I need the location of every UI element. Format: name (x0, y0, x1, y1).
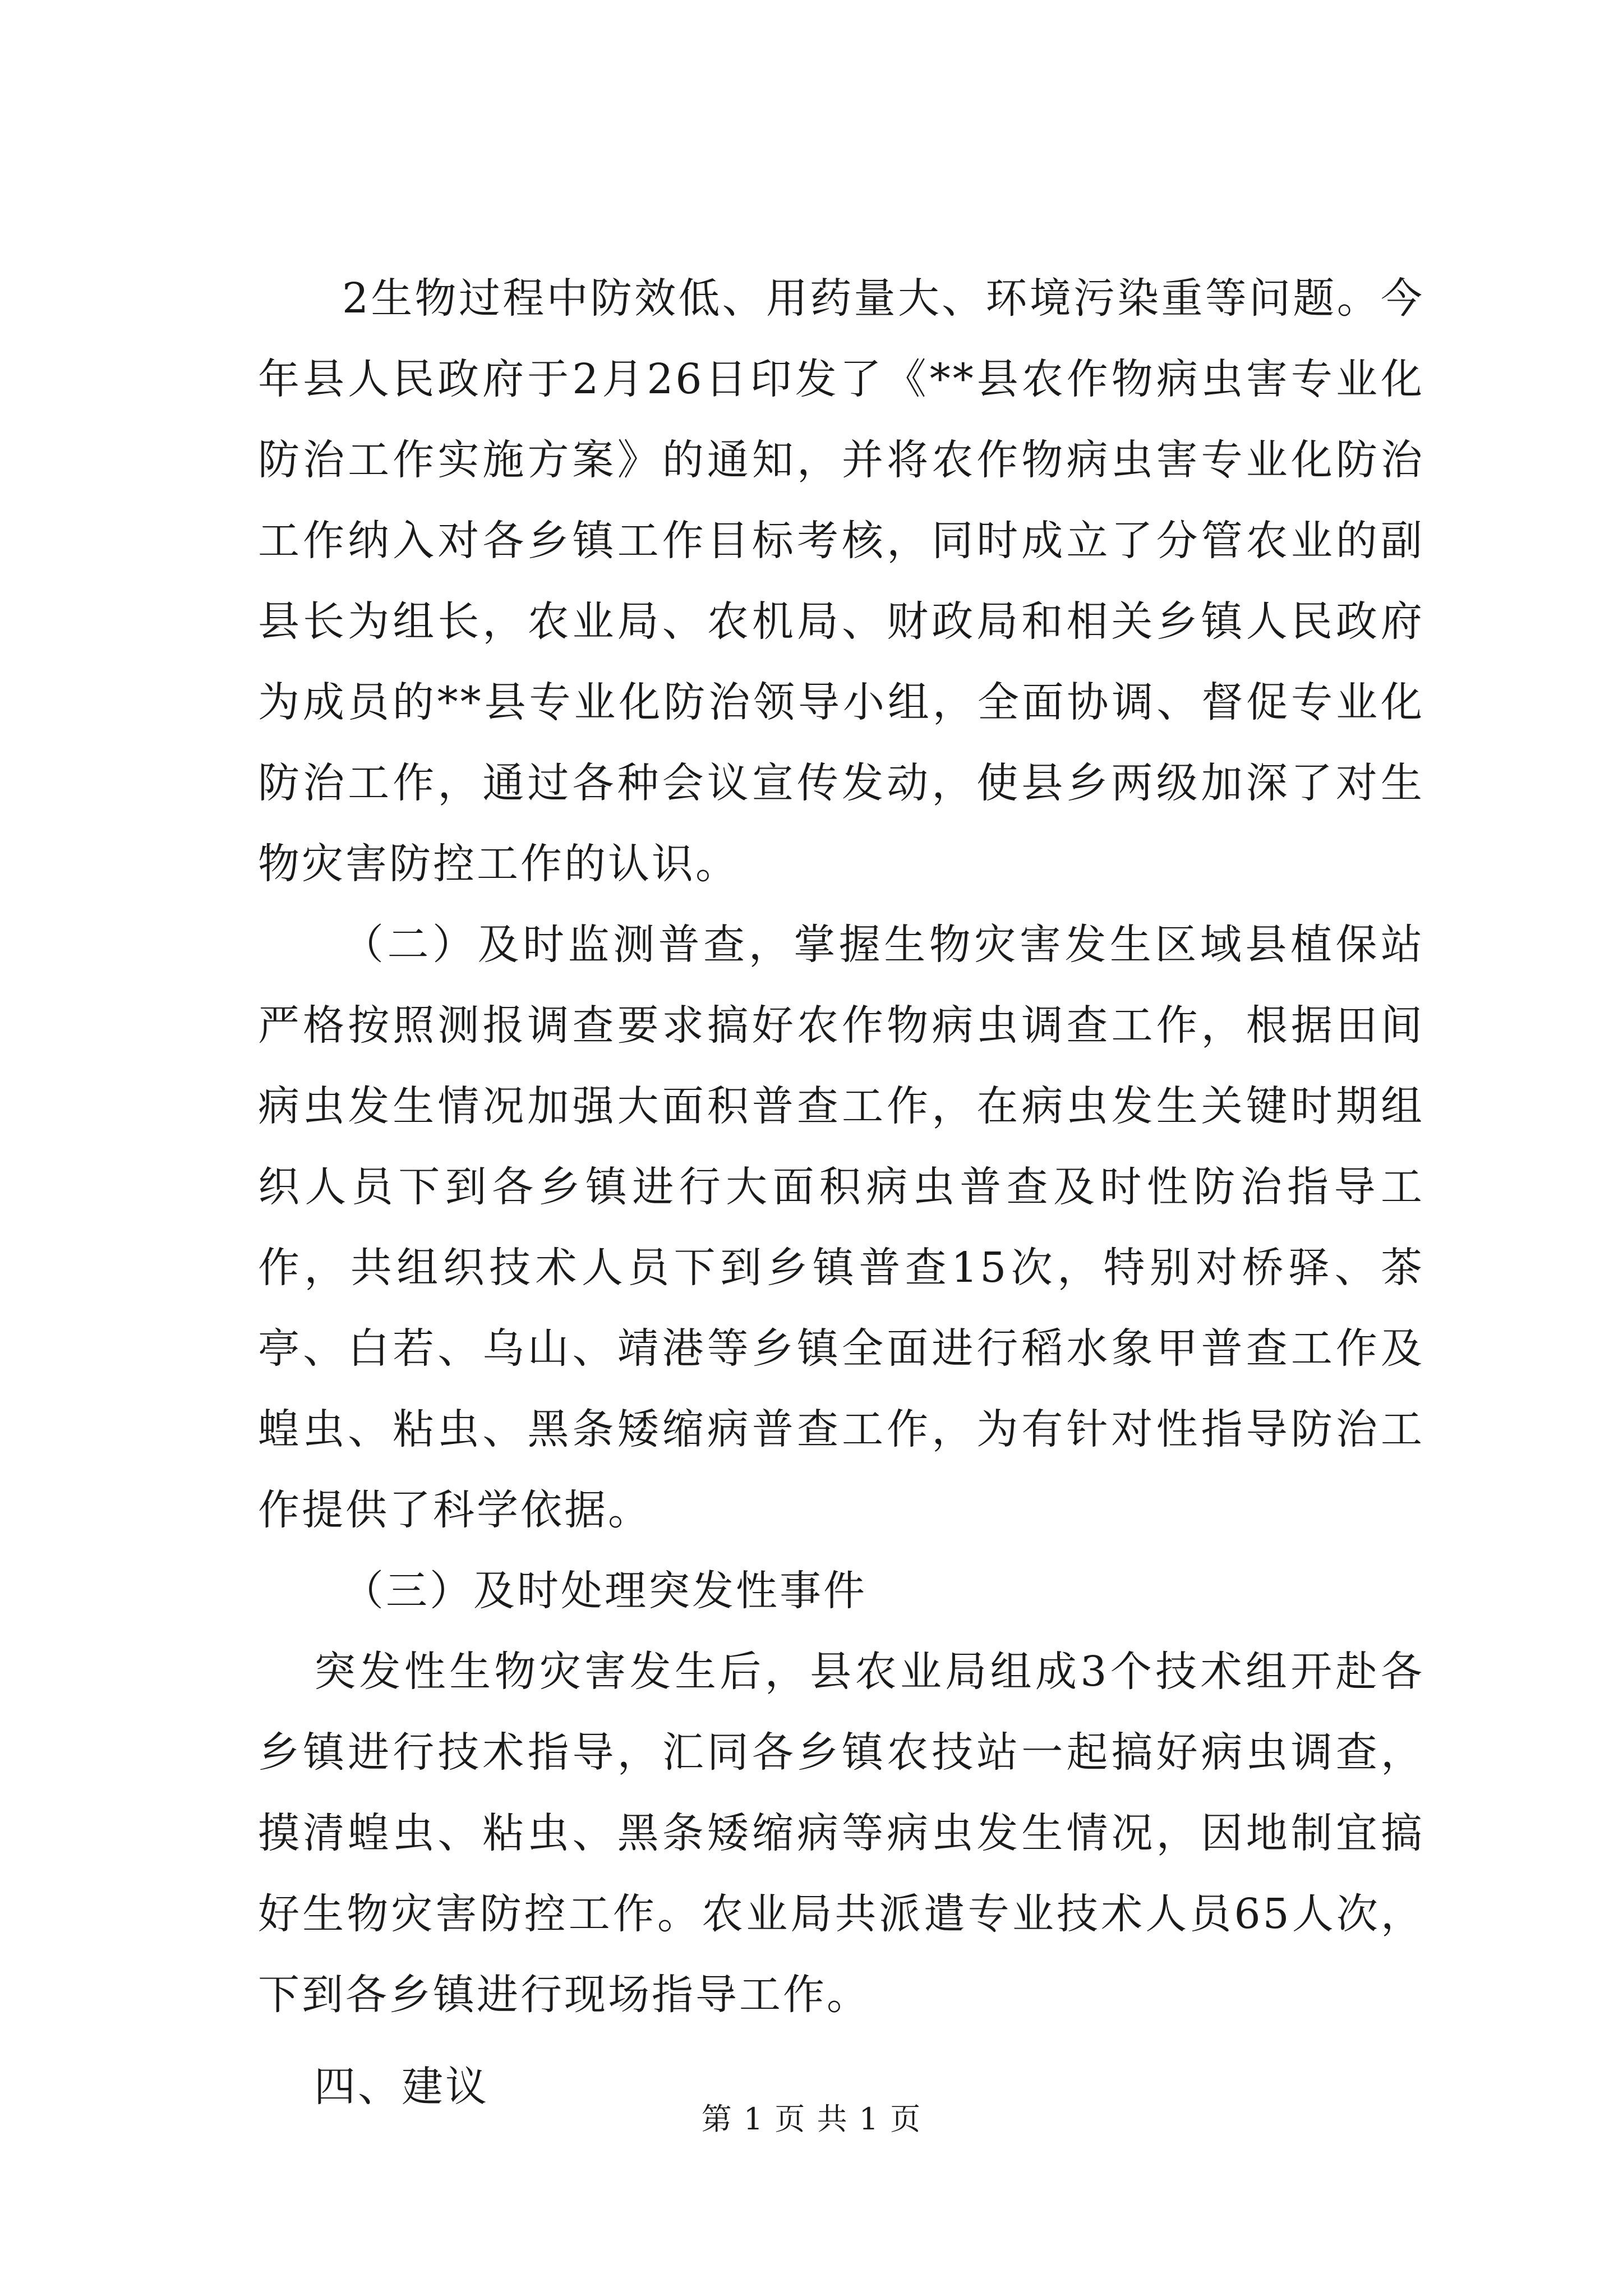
paragraph-monitoring: （二）及时监测普查，掌握生物灾害发生区域县植保站严格按照测报调查要求搞好农作物病虫调查工作，根据田间病虫发生情况加强大面积普查工作，在病虫发生关键时期组织人员下到各乡镇进行大面积病虫普查及时性防治指导工作，共组织技术人员下到乡镇普查15次，特别对桥驿、茶亭、白若、乌山、靖港等乡镇全面进行稻水象甲普查工作及蝗虫、粘虫、黑条矮缩病普查工作，为有针对性指导防治工作提供了科学依据。 (258, 921, 1424, 1534)
document-body (258, 258, 1424, 2127)
paragraph-intro: 2生物过程中防效低、用药量大、环境污染重等问题。今年县人民政府于2月26日印发了《**县农作物病虫害专业化防治工作实施方案》的通知，并将农作物病虫害专业化防治工作纳入对各乡镇工作目标考核，同时成立了分管农业的副县长为组长，农业局、农机局、财政局和相关乡镇人民政府为成员的**县专业化防治领导小组，全面协调、督促专业化防治工作，通过各种会议宣传发动，使县乡两级加深了对生物灾害防控工作的认识。 (258, 274, 1424, 888)
section-heading-emergency: （三）及时处理突发性事件 (342, 1567, 867, 1615)
section-heading-suggestions: 四、建议 (314, 2063, 489, 2111)
page-footer: 第 1 页 共 1 页 (701, 2101, 922, 2137)
paragraph-emergency: 突发性生物灾害发生后，县农业局组成3个技术组开赴各乡镇进行技术指导，汇同各乡镇农技站一起搞好病虫调查，摸清蝗虫、粘虫、黑条矮缩病等病虫发生情况，因地制宜搞好生物灾害防控工作。农业局共派遣专业技术人员65人次，下到各乡镇进行现场指导工作。 (258, 1648, 1424, 2019)
